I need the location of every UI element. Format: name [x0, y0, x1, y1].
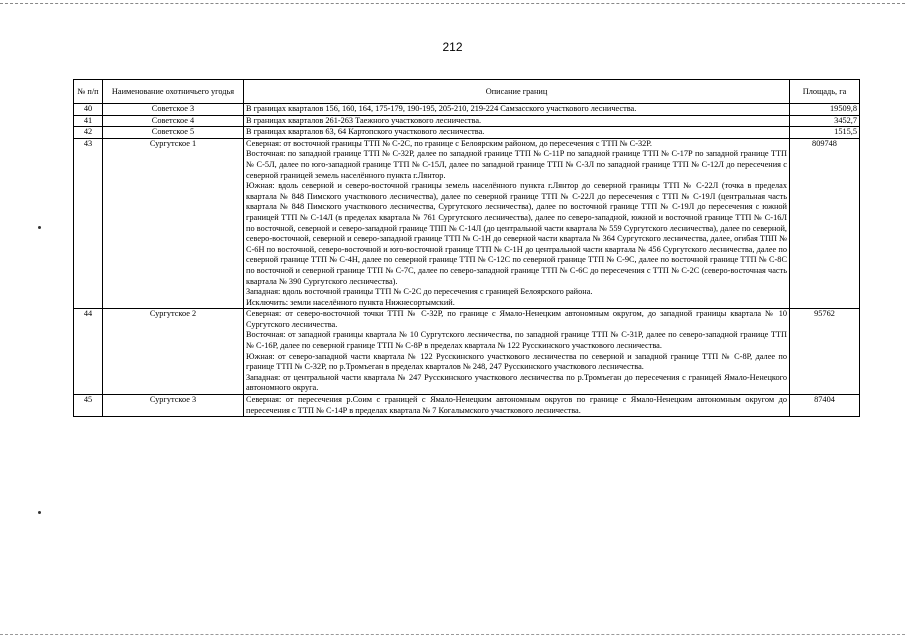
scan-speck — [38, 511, 41, 514]
desc-paragraph-east: Восточная: от западной границы квартала № 10 Сургутского лесничества, по западной границе ТТП № С-31Р, далее по северо-западной границе ТТП № С-16Р, далее по северной границе ТТП № С-8Р в пределах квартала № 122 Русскинского участкового лесничества. — [246, 330, 787, 351]
scan-bottom-border — [0, 634, 905, 635]
row-num: 44 — [74, 309, 103, 395]
row-area: 809748 — [790, 138, 860, 309]
desc-paragraph-south: Южная: от северо-западной части квартала № 122 Русскинского участкового лесничества по северной и западной границе ТТП № С-8Р, далее по границе ТТП № С-32Р, по р.Тромъеган в пределах кварталов № 248, 247 Русскинского участкового лесничества. — [246, 351, 787, 372]
table-header-row — [74, 80, 860, 104]
desc-paragraph-north: Северная: от пересечения р.Соим с границей с Ямало-Ненецким автономным округов по границе с Ямало-Ненецким автономным округом до пересечения с ТТП № С-14Р в пределах квартала № 7 Когалымского участкового лесничества. — [246, 395, 787, 415]
row-name: Сургутское 2 — [103, 309, 244, 395]
desc-paragraph-west: Западная: вдоль восточной границы ТТП № С-2С до пересечения с границей Белоярского района. — [246, 287, 593, 297]
row-area: 1515,5 — [790, 127, 860, 139]
row-num: 42 — [74, 127, 103, 139]
table-row — [74, 104, 860, 116]
row-desc — [244, 104, 790, 116]
desc-paragraph: В границах кварталов 261-263 Таежного участкового лесничества. — [246, 115, 482, 125]
row-area: 19509,8 — [790, 104, 860, 116]
row-name: Советское 5 — [103, 127, 244, 139]
table-row — [74, 115, 860, 127]
row-desc — [244, 395, 790, 417]
table-row — [74, 309, 860, 395]
scan-top-border — [0, 3, 905, 4]
row-area: 3452,7 — [790, 115, 860, 127]
boundaries-table — [73, 79, 860, 417]
desc-paragraph-east: Восточная: по западной границе ТТП № С-32Р, далее по западной границе ТТП № С-11Р по западной границе ТТП № С-17Р по западной границе ТТП № С-5Л, далее по юго-западной границе ТТП № С-15Л, далее по западной границе ТТП № С-3Л по западной границе ТТП № С-12Л до пересечения с северной границей земель населённого пункта г.Лянтор. — [246, 149, 787, 180]
row-name: Сургутское 3 — [103, 395, 244, 417]
desc-paragraph-south: Южная: вдоль северной и северо-восточной границы земель населённого пункта г.Лянтор до северной границы ТТП № С-22Л (точка в пределах квартала № 848 Пимского участкового лесничества), далее по северной границе ТТП № С-22Л до пересечения с ТТП № С-19Л (центральная часть квартала № 848 Пимского участкового лесничества, Сургутского лесничества), далее по восточной границе ТТП № С-19Л до пересечения с южной границей ТТП № С-14Л (в пределах квартала № 761 Сургутского лесничества), далее по северо-западной, южной и восточной границе ТТП № С-16Л по восточной, северной и северо-западной границе ТПП № С-14Л (до центральной части квартала № 559 Сургутского лесничества), далее по северной, северо-восточной, северной и северо-западной границе ТТП № С-1Н до северной части квартала № 364 Сургутского лесничества, далее, огибая ТПП № С-6Н по восточной, северо-восточной и юго-восточной границе ТТП № С-1Н до центральной части квартала № 456 Сургутского лесничества, далее по северной границе ТТП № С-4Н, далее по северной границе ТТП № С-12С по северной границе ТТП № С-9С, далее по восточной границе ТТП № С-8С по восточной и северной границе ТТП № С-7С, далее по северо-западной границе ТТП № С-6С до пересечения с ТТП № С-2С (северо-восточная часть квартала № 390 Сургутского лесничества). — [246, 181, 787, 286]
desc-paragraph-exclude: Исключить: земли населённого пункта Нижнесортымский. — [246, 297, 455, 307]
desc-paragraph-north: Северная: от северо-восточной точки ТТП № С-32Р, по границе с Ямало-Ненецким автономным округом, до западной границы квартала № 10 Сургутского лесничества. — [246, 309, 787, 329]
desc-paragraph: В границах кварталов 156, 160, 164, 175-179, 190-195, 205-210, 219-224 Самзасского участкового лесничества. — [246, 104, 637, 113]
row-name: Советское 3 — [103, 104, 244, 116]
table-row — [74, 127, 860, 139]
row-desc — [244, 309, 790, 395]
header-area: Площадь, га — [790, 80, 860, 104]
desc-paragraph-west: Западная: от центральной части квартала № 247 Русскинского участкового лесничества по р.Тромъеган до пересечения с границей Ямало-Ненецкого автономного округа. — [246, 372, 787, 393]
row-desc — [244, 115, 790, 127]
row-area: 95762 — [790, 309, 860, 395]
header-num: № п/п — [74, 80, 103, 104]
table-row — [74, 395, 860, 417]
desc-paragraph: В границах кварталов 63, 64 Картопского участкового лесничества. — [246, 127, 485, 137]
row-num: 41 — [74, 115, 103, 127]
desc-paragraph-north: Северная: от восточной границы ТТП № С-2С, по границе с Белоярским районом, до пересечения с ТТП № С-32Р. — [246, 138, 652, 148]
page-number: 212 — [442, 40, 463, 54]
header-name: Наименование охотничьего угодья — [103, 80, 244, 104]
row-name: Сургутское 1 — [103, 138, 244, 309]
table-row — [74, 138, 860, 309]
row-num: 45 — [74, 395, 103, 417]
scan-speck — [38, 226, 41, 229]
header-desc: Описание границ — [244, 80, 790, 104]
row-desc — [244, 127, 790, 139]
row-num: 43 — [74, 138, 103, 309]
row-desc — [244, 138, 790, 309]
row-name: Советское 4 — [103, 115, 244, 127]
row-num: 40 — [74, 104, 103, 116]
row-area: 87404 — [790, 395, 860, 417]
